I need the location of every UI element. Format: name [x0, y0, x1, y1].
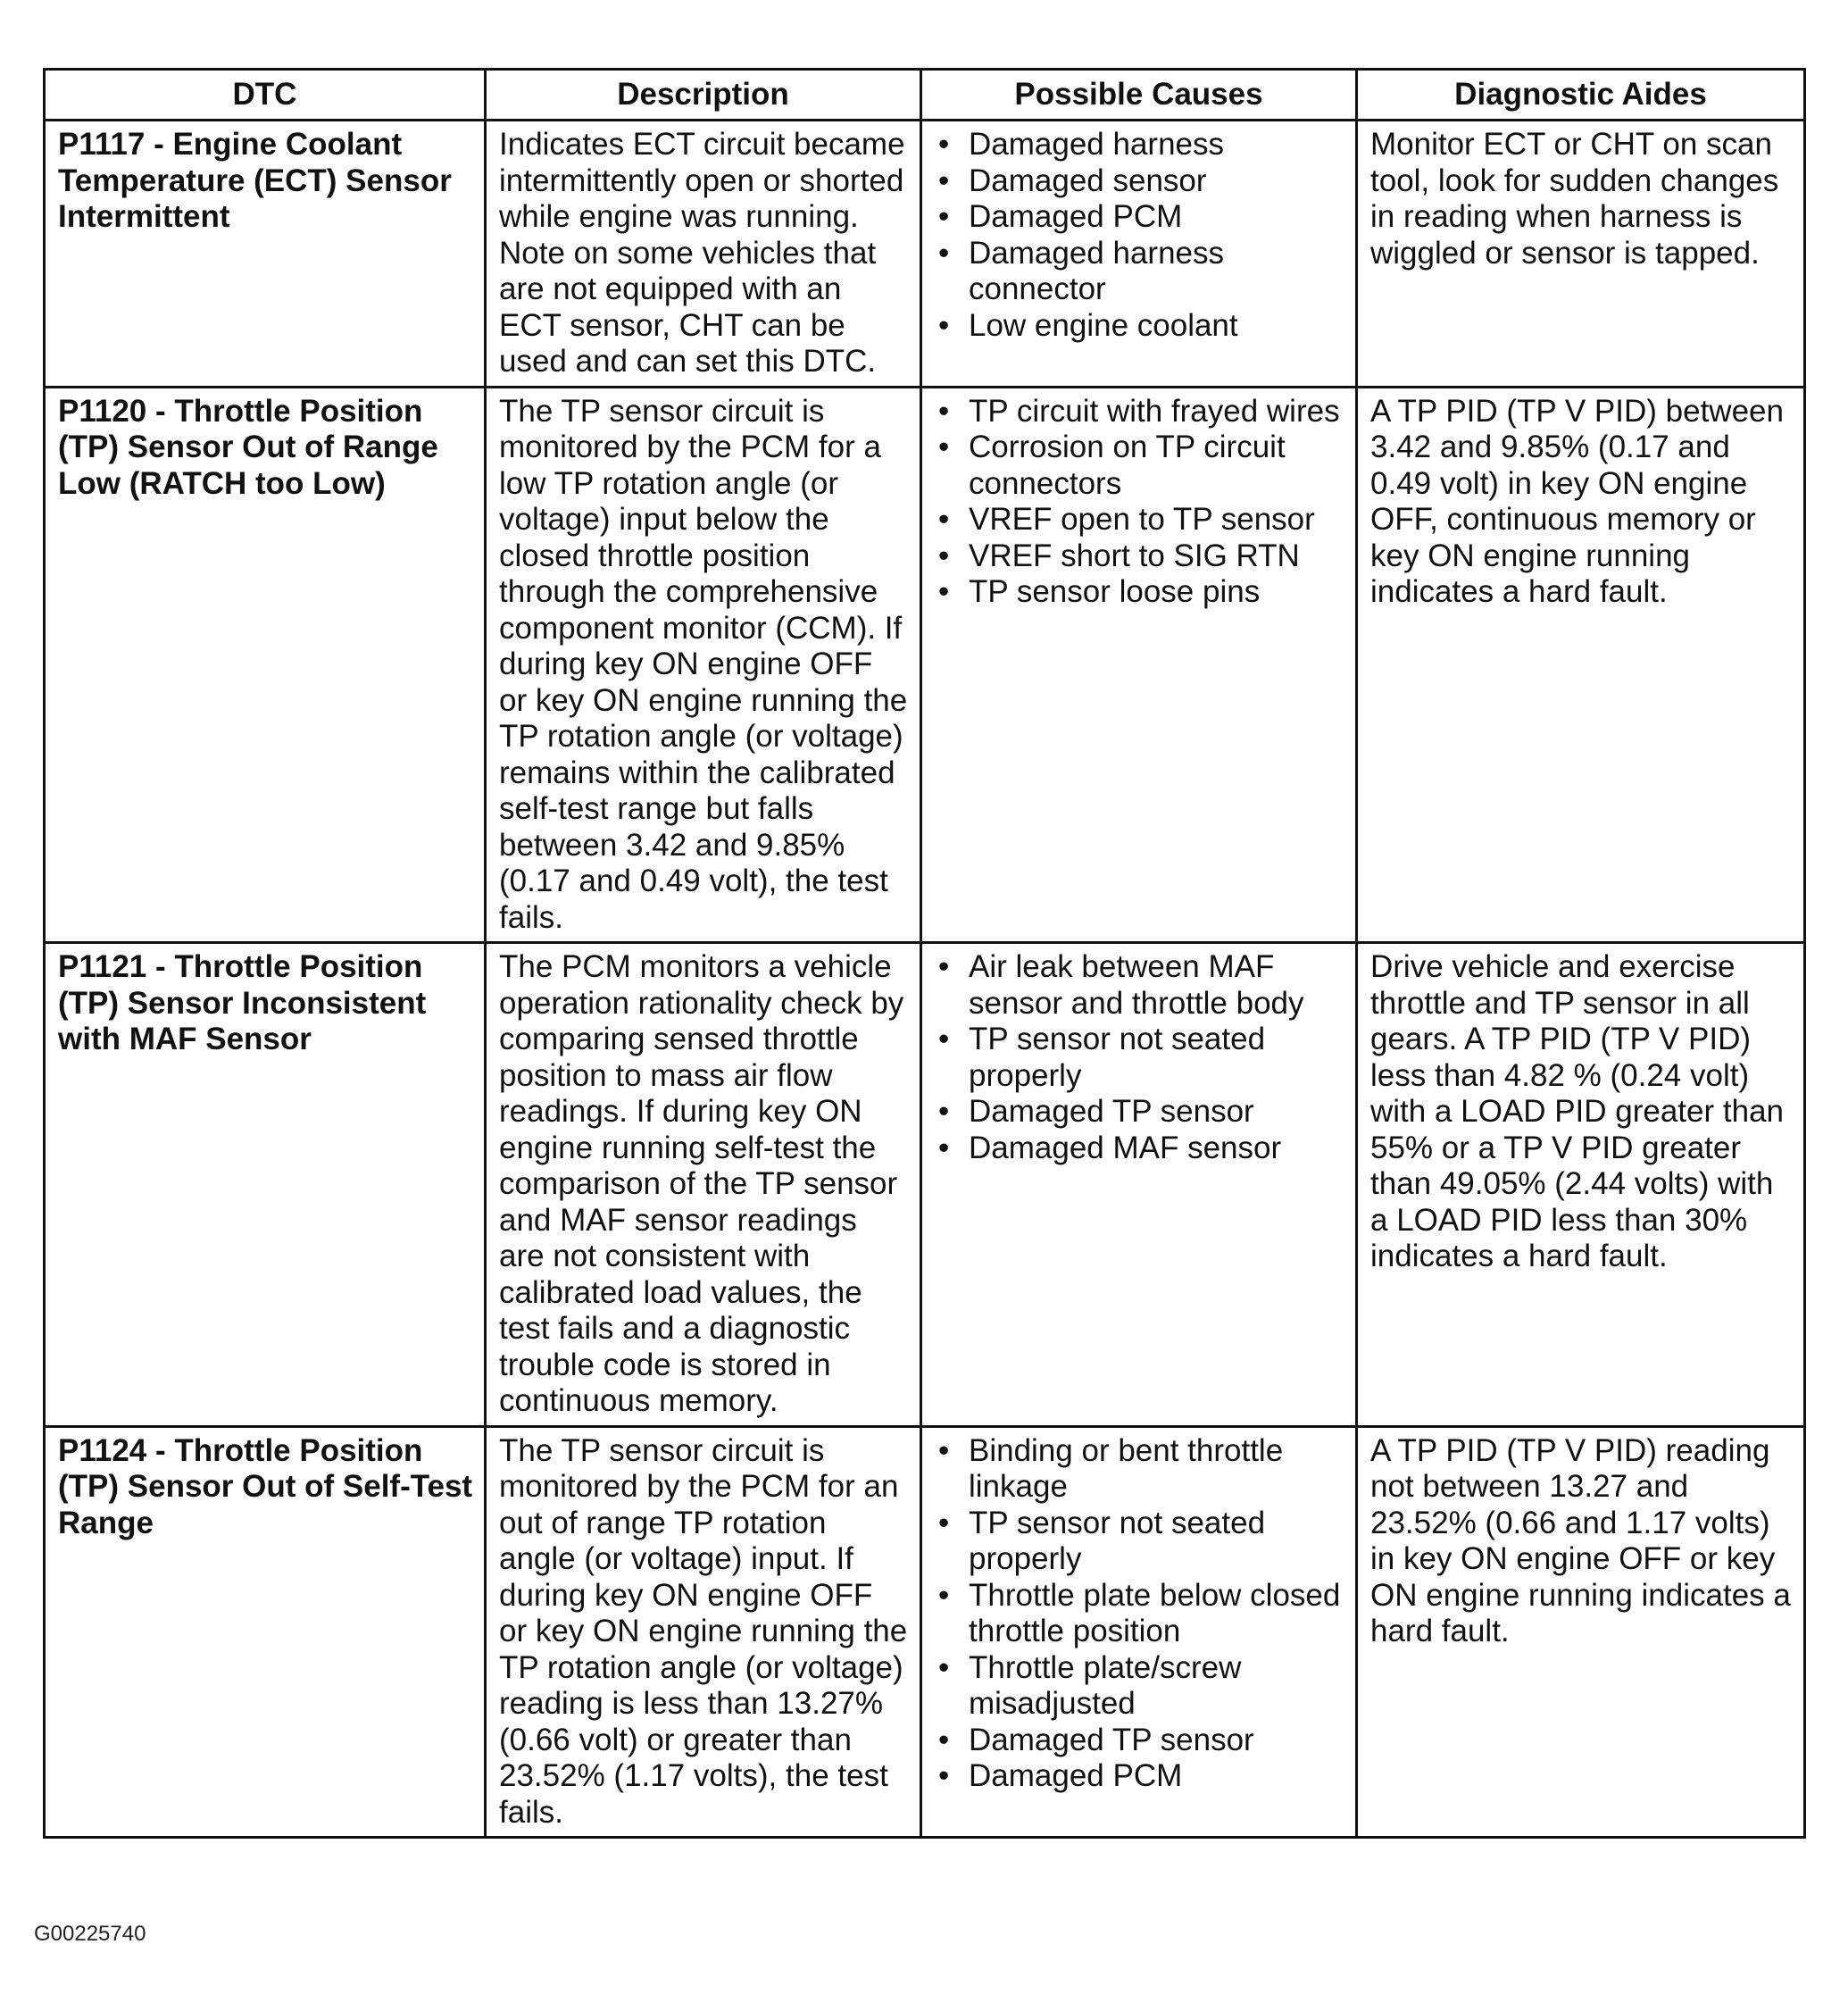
bullet-icon: •	[938, 199, 950, 234]
cause-text: Low engine coolant	[969, 307, 1238, 343]
description-cell: The TP sensor circuit is monitored by the PCM for an out of range TP rotation angle (or voltage) input. If during key ON engine OFF or key ON engine running the TP rotation angle (or voltage) reading is less than 13.27% (0.66 volt) or greater than 23.52% (1.17 volts), the test fails.	[486, 1426, 921, 1838]
dtc-code-cell: P1120 - Throttle Position (TP) Sensor Out of Range Low (RATCH too Low)	[45, 387, 486, 943]
header-possible-causes: Possible Causes	[921, 70, 1357, 121]
table-row	[45, 387, 1805, 943]
bullet-icon: •	[938, 1094, 950, 1129]
header-diagnostic-aides: Diagnostic Aides	[1357, 70, 1805, 121]
bullet-icon: •	[938, 538, 950, 573]
bullet-icon: •	[938, 574, 950, 609]
cause-text: Damaged MAF sensor	[969, 1130, 1282, 1165]
diagnostic-aides-cell: A TP PID (TP V PID) between 3.42 and 9.85% (0.17 and 0.49 volt) in key ON engine OFF, continuous memory or key ON engine running indicates a hard fault.	[1357, 387, 1805, 943]
cause-text: VREF open to TP sensor	[969, 502, 1315, 537]
header-description: Description	[486, 70, 921, 121]
causes-list	[935, 1433, 1344, 1795]
cause-text: Damaged sensor	[969, 163, 1207, 198]
dtc-table	[43, 68, 1806, 1839]
figure-id: G00225740	[34, 1922, 146, 1946]
list-item	[935, 1650, 1344, 1723]
causes-list	[935, 127, 1344, 344]
list-item	[935, 1022, 1344, 1094]
list-item	[935, 1578, 1344, 1650]
table-row	[45, 1426, 1805, 1838]
cause-text: Damaged PCM	[969, 1758, 1183, 1793]
list-item	[935, 1131, 1344, 1167]
bullet-icon: •	[938, 163, 950, 198]
cause-text: TP sensor not seated properly	[969, 1022, 1266, 1093]
bullet-icon: •	[938, 1022, 950, 1056]
cause-text: Corrosion on TP circuit connectors	[969, 430, 1286, 501]
diagnostic-aides-cell: Monitor ECT or CHT on scan tool, look for sudden changes in reading when harness is wiggled or sensor is tapped.	[1357, 121, 1805, 388]
table-body	[45, 121, 1805, 1838]
list-item	[935, 1433, 1344, 1506]
bullet-icon: •	[938, 235, 950, 271]
description-cell: Indicates ECT circuit became intermittently open or shorted while engine was running. Note on some vehicles that are not equipped with an ECT sensor, CHT can be used and can set this DTC.	[486, 121, 921, 388]
cause-text: VREF short to SIG RTN	[969, 538, 1300, 573]
bullet-icon: •	[938, 502, 950, 537]
description-cell: The TP sensor circuit is monitored by the PCM for a low TP rotation angle (or voltage) input below the closed throttle position through the comprehensive component monitor (CCM). If during key ON engine OFF or key ON engine running the TP rotation angle (or voltage) remains within the calibrated self-test range but falls between 3.42 and 9.85% (0.17 and 0.49 volt), the test fails.	[486, 387, 921, 943]
diagnostic-aides-cell: A TP PID (TP V PID) reading not between 13.27 and 23.52% (0.66 and 1.17 volts) in key ON engine OFF or key ON engine running indicates a hard fault.	[1357, 1426, 1805, 1838]
table-row	[45, 121, 1805, 388]
list-item	[935, 1723, 1344, 1759]
bullet-icon: •	[938, 1130, 950, 1165]
cause-text: Air leak between MAF sensor and throttle body	[969, 949, 1304, 1021]
dtc-code-cell: P1124 - Throttle Position (TP) Sensor Out of Self-Test Range	[45, 1426, 486, 1838]
bullet-icon: •	[938, 1577, 950, 1613]
list-item	[935, 199, 1344, 236]
bullet-icon: •	[938, 1649, 950, 1685]
list-item	[935, 308, 1344, 345]
cause-text: Binding or bent throttle linkage	[969, 1432, 1284, 1504]
cause-text: Damaged harness	[969, 127, 1224, 162]
dtc-code-cell: P1121 - Throttle Position (TP) Sensor Inconsistent with MAF Sensor	[45, 943, 486, 1427]
list-item	[935, 394, 1344, 430]
bullet-icon: •	[938, 1758, 950, 1793]
possible-causes-cell	[921, 1426, 1357, 1838]
bullet-icon: •	[938, 1505, 950, 1540]
cause-text: TP circuit with frayed wires	[969, 393, 1340, 429]
bullet-icon: •	[938, 1432, 950, 1468]
list-item	[935, 236, 1344, 308]
bullet-icon: •	[938, 307, 950, 343]
list-item	[935, 1758, 1344, 1795]
causes-list	[935, 949, 1344, 1166]
bullet-icon: •	[938, 393, 950, 429]
possible-causes-cell	[921, 387, 1357, 943]
list-item	[935, 538, 1344, 575]
list-item	[935, 574, 1344, 611]
bullet-icon: •	[938, 949, 950, 984]
causes-list	[935, 394, 1344, 611]
list-item	[935, 127, 1344, 163]
list-item	[935, 949, 1344, 1022]
list-item	[935, 1506, 1344, 1578]
diagnostic-aides-cell: Drive vehicle and exercise throttle and TP sensor in all gears. A TP PID (TP V PID) less than 4.82 % (0.24 volt) with a LOAD PID greater than 55% or a TP V PID greater than 49.05% (2.44 volts) with a LOAD PID less than 30% indicates a hard fault.	[1357, 943, 1805, 1427]
list-item	[935, 502, 1344, 538]
cause-text: Throttle plate below closed throttle position	[969, 1577, 1341, 1648]
cause-text: Throttle plate/screw misadjusted	[969, 1649, 1242, 1721]
possible-causes-cell	[921, 943, 1357, 1427]
table-header-row	[45, 70, 1805, 121]
bullet-icon: •	[938, 127, 950, 162]
cause-text: Damaged TP sensor	[969, 1722, 1254, 1757]
possible-causes-cell	[921, 121, 1357, 388]
cause-text: TP sensor not seated properly	[969, 1505, 1266, 1576]
header-dtc: DTC	[45, 70, 486, 121]
cause-text: Damaged PCM	[969, 199, 1183, 234]
description-cell: The PCM monitors a vehicle operation rationality check by comparing sensed throttle position to mass air flow readings. If during key ON engine running self-test the comparison of the TP sensor and MAF sensor readings are not consistent with calibrated load values, the test fails and a diagnostic trouble code is stored in continuous memory.	[486, 943, 921, 1427]
dtc-code-cell: P1117 - Engine Coolant Temperature (ECT) Sensor Intermittent	[45, 121, 486, 388]
list-item	[935, 1094, 1344, 1131]
bullet-icon: •	[938, 1722, 950, 1757]
cause-text: Damaged harness connector	[969, 235, 1224, 306]
cause-text: TP sensor loose pins	[969, 574, 1261, 609]
list-item	[935, 163, 1344, 200]
cause-text: Damaged TP sensor	[969, 1094, 1254, 1129]
table-row	[45, 943, 1805, 1427]
bullet-icon: •	[938, 430, 950, 464]
list-item	[935, 430, 1344, 502]
